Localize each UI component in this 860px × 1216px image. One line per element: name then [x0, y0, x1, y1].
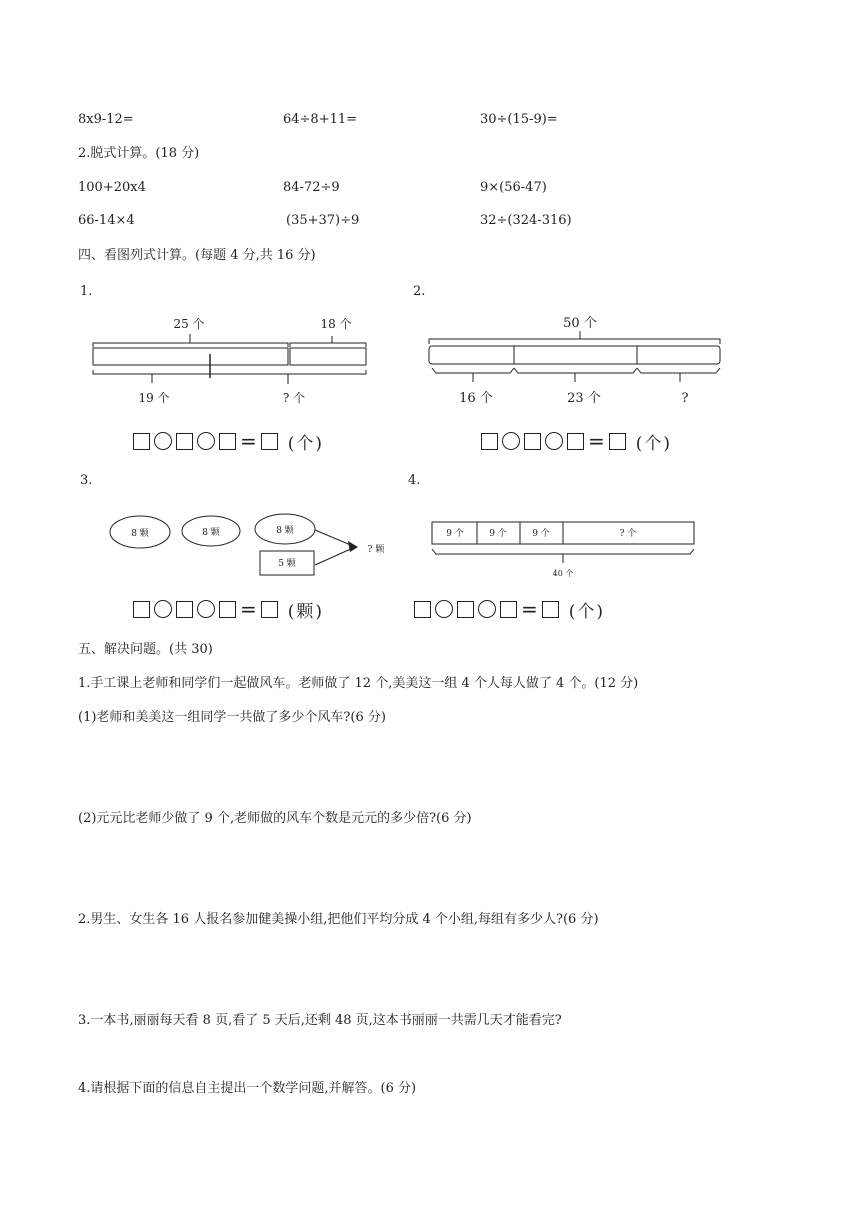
p1-top-brace-right — [290, 336, 366, 347]
p2-bottom-brace-1 — [432, 368, 514, 382]
p4-unit: (个) — [568, 601, 606, 622]
question-4: 4.请根据下面的信息自主提出一个数学问题,并解答。(6 分) — [78, 1081, 417, 1096]
p1-unit: (个) — [287, 433, 325, 454]
question-2: 2.男生、女生各 16 人报名参加健美操小组,把他们平均分成 4 个小组,每组有多少人?(6 分) — [78, 912, 599, 927]
blank-box[interactable] — [524, 433, 541, 450]
p1-bar-right — [290, 348, 366, 365]
p1-bottom-brace — [93, 370, 366, 384]
p3-ellipse-1-label: 8 颗 — [131, 529, 149, 539]
p1-bar-left — [93, 348, 288, 365]
problem-3-number: 3. — [80, 473, 93, 488]
question-3: 3.一本书,丽丽每天看 8 页,看了 5 天后,还剩 48 页,这本书丽丽一共需几天才能看完? — [78, 1013, 562, 1028]
blank-box[interactable] — [609, 433, 626, 450]
blank-circle[interactable] — [478, 600, 496, 618]
equals-sign: = — [521, 597, 538, 621]
blank-box[interactable] — [219, 433, 236, 450]
blank-circle[interactable] — [154, 600, 172, 618]
p1-top-right-label: 18 个 — [320, 317, 352, 331]
blank-box[interactable] — [261, 601, 278, 618]
p4-total-label: 40 个 — [552, 569, 574, 578]
blank-circle[interactable] — [197, 600, 215, 618]
p3-ellipse-2-label: 8 颗 — [202, 528, 220, 538]
blank-box[interactable] — [542, 601, 559, 618]
p2-bottom-brace-3 — [637, 368, 720, 382]
calc-row2-item-2: 84-72÷9 — [283, 180, 340, 195]
section5-title: 五、解决问题。(共 30) — [78, 642, 213, 657]
p4-bottom-brace — [432, 549, 694, 563]
calc-row1-item-2: 64÷8+11= — [283, 112, 358, 127]
blank-box[interactable] — [414, 601, 431, 618]
section4-title: 四、看图列式计算。(每题 4 分,共 16 分) — [78, 248, 316, 263]
calc-row3-item-2: (35+37)÷9 — [286, 213, 360, 228]
p3-result-label: ? 颗 — [367, 545, 385, 555]
equals-sign: = — [240, 429, 257, 453]
p3-box-label: 5 颗 — [278, 559, 296, 569]
problem-4-number: 4. — [408, 473, 421, 488]
p2-top-brace — [429, 331, 720, 344]
blank-circle[interactable] — [545, 432, 563, 450]
equals-sign: = — [240, 597, 257, 621]
blank-box[interactable] — [567, 433, 584, 450]
section2-title: 2.脱式计算。(18 分) — [78, 146, 200, 161]
p1-equation[interactable] — [133, 429, 324, 453]
p1-bottom-right-label: ? 个 — [282, 391, 306, 405]
p2-bottom-label-2: 23 个 — [567, 391, 601, 406]
blank-circle[interactable] — [502, 432, 520, 450]
p2-bottom-label-3: ? — [681, 391, 689, 406]
blank-box[interactable] — [176, 601, 193, 618]
blank-box[interactable] — [500, 601, 517, 618]
question-1-part-2: (2)元元比老师少做了 9 个,老师做的风车个数是元元的多少倍?(6 分) — [78, 811, 472, 826]
p2-bar — [429, 346, 720, 364]
blank-box[interactable] — [133, 601, 150, 618]
p4-cell-3-label: 9 个 — [532, 529, 550, 539]
p3-equation[interactable] — [133, 597, 324, 621]
p4-equation[interactable] — [414, 597, 605, 621]
blank-box[interactable] — [457, 601, 474, 618]
calc-row1-item-1: 8x9-12= — [78, 112, 134, 127]
question-1-part-1: (1)老师和美美这一组同学一共做了多少个风车?(6 分) — [78, 710, 386, 725]
blank-circle[interactable] — [154, 432, 172, 450]
calc-row2-item-3: 9×(56-47) — [480, 180, 547, 195]
question-1: 1.手工课上老师和同学们一起做风车。老师做了 12 个,美美这一组 4 个人每人做了 4 个。(12 分) — [78, 676, 639, 691]
p2-top-label: 50 个 — [563, 316, 597, 331]
p2-equation[interactable] — [481, 429, 672, 453]
p2-bottom-brace-2 — [514, 368, 637, 382]
problem-1-number: 1. — [80, 284, 93, 299]
p2-bottom-label-1: 16 个 — [459, 391, 493, 406]
p4-cell-2-label: 9 个 — [489, 529, 507, 539]
problem-2-number: 2. — [413, 284, 426, 299]
p3-ellipse-3-label: 8 颗 — [276, 526, 294, 536]
p4-cell-1-label: 9 个 — [446, 529, 464, 539]
blank-box[interactable] — [176, 433, 193, 450]
p1-bottom-left-label: 19 个 — [138, 391, 170, 405]
blank-circle[interactable] — [435, 600, 453, 618]
calc-row1-item-3: 30÷(15-9)= — [480, 112, 558, 127]
p3-arrow-head — [348, 541, 358, 552]
blank-circle[interactable] — [197, 432, 215, 450]
p1-top-left-label: 25 个 — [173, 317, 205, 331]
blank-box[interactable] — [481, 433, 498, 450]
calc-row3-item-1: 66-14×4 — [78, 213, 135, 228]
p3-arrow-2 — [315, 548, 353, 565]
p1-top-brace-left — [93, 334, 288, 347]
p4-cell-4-label: ? 个 — [619, 529, 637, 539]
equals-sign: = — [588, 429, 605, 453]
p3-arrow-1 — [315, 530, 353, 546]
blank-box[interactable] — [219, 601, 236, 618]
calc-row2-item-1: 100+20x4 — [78, 180, 146, 195]
p2-unit: (个) — [635, 433, 673, 454]
blank-box[interactable] — [133, 433, 150, 450]
calc-row3-item-3: 32÷(324-316) — [480, 213, 572, 228]
blank-box[interactable] — [261, 433, 278, 450]
p3-unit: (颗) — [287, 601, 325, 622]
